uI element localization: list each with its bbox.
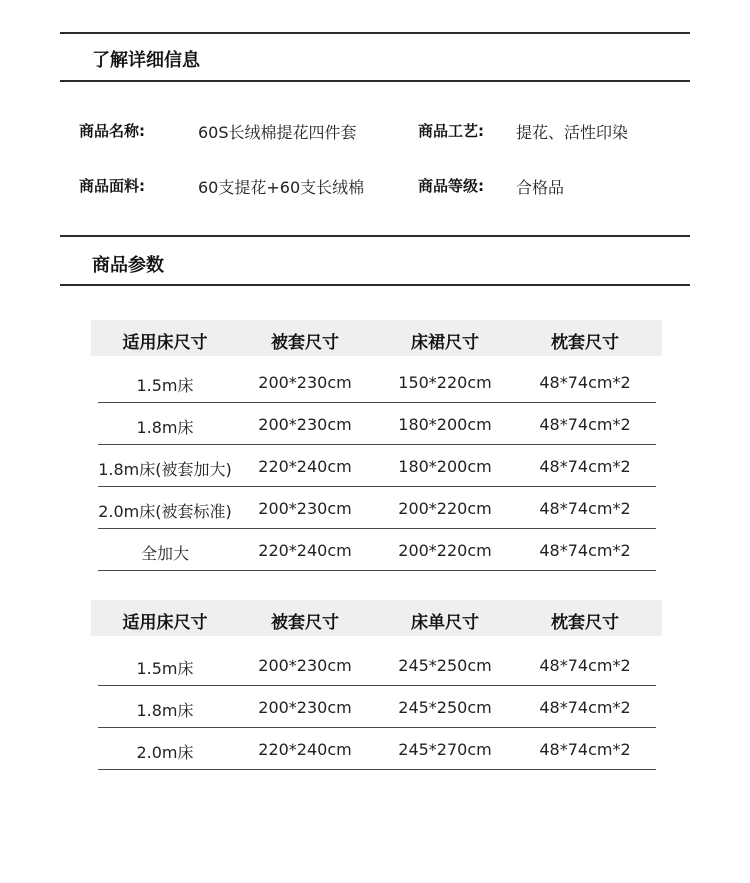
header-duvet-size: 被套尺寸 — [271, 613, 339, 633]
params-section-header — [60, 235, 690, 286]
size-table-bedskirt — [91, 320, 662, 572]
table-row — [91, 644, 662, 686]
cell-pillow-size: 48*74cm*2 — [539, 415, 631, 434]
cell-third-size: 180*200cm — [398, 457, 492, 476]
cell-third-size: 245*270cm — [398, 740, 492, 759]
cell-duvet-size: 200*230cm — [258, 656, 352, 675]
cell-bed-size: 全加大 — [140, 544, 190, 563]
header-bed-size: 适用床尺寸 — [122, 613, 208, 633]
cell-duvet-size: 220*240cm — [258, 740, 352, 759]
product-grade-value: 合格品 — [516, 178, 565, 197]
cell-third-size: 180*200cm — [398, 415, 492, 434]
cell-duvet-size: 200*230cm — [258, 698, 352, 717]
cell-duvet-size: 200*230cm — [258, 415, 352, 434]
header-pillow-size: 枕套尺寸 — [551, 613, 619, 633]
cell-pillow-size: 48*74cm*2 — [539, 740, 631, 759]
cell-bed-size: 2.0m床 — [136, 743, 194, 762]
table-row — [91, 686, 662, 728]
table-row — [91, 487, 662, 529]
cell-pillow-size: 48*74cm*2 — [539, 656, 631, 675]
cell-third-size: 245*250cm — [398, 698, 492, 717]
header-pillow-size: 枕套尺寸 — [551, 333, 619, 353]
product-name-label: 商品名称: — [79, 122, 145, 140]
cell-third-size: 245*250cm — [398, 656, 492, 675]
table-header-row — [91, 600, 662, 636]
cell-pillow-size: 48*74cm*2 — [539, 499, 631, 518]
cell-duvet-size: 200*230cm — [258, 499, 352, 518]
cell-pillow-size: 48*74cm*2 — [539, 698, 631, 717]
table-row — [91, 403, 662, 445]
product-craft-label: 商品工艺: — [418, 122, 484, 140]
cell-duvet-size: 220*240cm — [258, 457, 352, 476]
row-divider — [98, 769, 656, 770]
product-fabric-label: 商品面料: — [79, 177, 145, 195]
cell-pillow-size: 48*74cm*2 — [539, 373, 631, 392]
product-craft-value: 提花、活性印染 — [516, 123, 629, 142]
cell-third-size: 200*220cm — [398, 499, 492, 518]
details-title: 了解详细信息 — [92, 50, 200, 71]
cell-bed-size: 1.5m床 — [136, 659, 194, 678]
params-title: 商品参数 — [92, 255, 164, 276]
size-table-bedsheet — [91, 600, 662, 772]
cell-bed-size: 1.5m床 — [136, 376, 194, 395]
table-header-row — [91, 320, 662, 356]
cell-duvet-size: 200*230cm — [258, 373, 352, 392]
cell-duvet-size: 220*240cm — [258, 541, 352, 560]
table-row — [91, 728, 662, 770]
table-row — [91, 361, 662, 403]
cell-bed-size: 2.0m床(被套标准) — [98, 502, 232, 521]
product-grade-label: 商品等级: — [418, 177, 484, 195]
cell-bed-size: 1.8m床(被套加大) — [98, 460, 232, 479]
header-third-size: 床单尺寸 — [411, 613, 479, 633]
header-third-size: 床裙尺寸 — [411, 333, 479, 353]
details-section-header — [60, 32, 690, 82]
cell-pillow-size: 48*74cm*2 — [539, 457, 631, 476]
header-bed-size: 适用床尺寸 — [122, 333, 208, 353]
header-duvet-size: 被套尺寸 — [271, 333, 339, 353]
product-fabric-value: 60支提花+60支长绒棉 — [198, 178, 365, 197]
cell-third-size: 150*220cm — [398, 373, 492, 392]
cell-bed-size: 1.8m床 — [136, 418, 194, 437]
product-name-value: 60S长绒棉提花四件套 — [198, 123, 357, 142]
table-row — [91, 445, 662, 487]
row-divider — [98, 570, 656, 571]
cell-third-size: 200*220cm — [398, 541, 492, 560]
cell-pillow-size: 48*74cm*2 — [539, 541, 631, 560]
table-row — [91, 529, 662, 571]
cell-bed-size: 1.8m床 — [136, 701, 194, 720]
